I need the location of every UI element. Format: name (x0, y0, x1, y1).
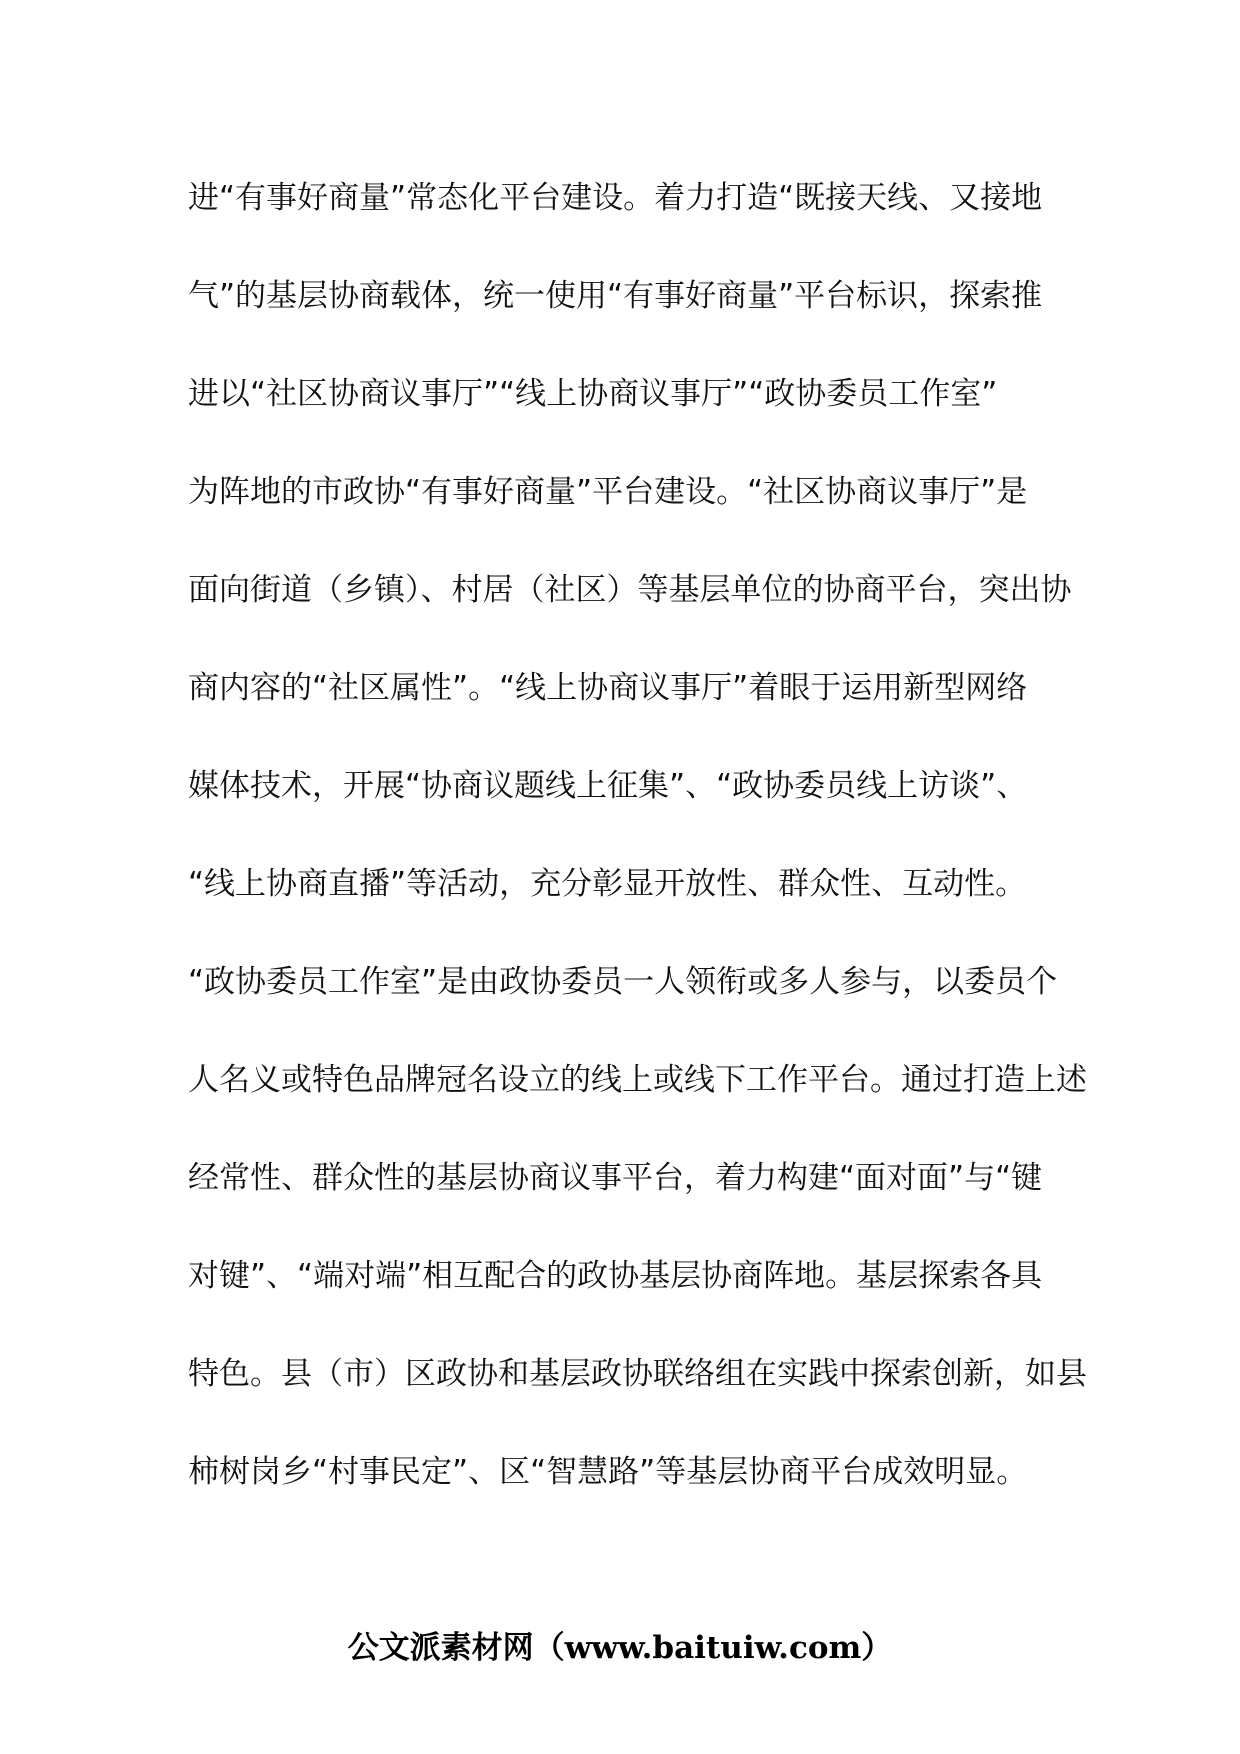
text-line: 为阵地的市政协“有事好商量”平台建设。“社区协商议事厅”是 (188, 474, 1028, 510)
text-line: 特色。县（市）区政协和基层政协联络组在实践中探索创新，如县 (188, 1356, 1087, 1392)
text-line: 人名义或特色品牌冠名设立的线上或线下工作平台。通过打造上述 (188, 1062, 1087, 1098)
body-paragraph (188, 168, 1087, 1540)
text-line: 气”的基层协商载体，统一使用“有事好商量”平台标识，探索推 (188, 278, 1043, 314)
text-line: “政协委员工作室”是由政协委员一人领衔或多人参与，以委员个 (188, 964, 1058, 1000)
text-line: 进以“社区协商议事厅”“线上协商议事厅”“政协委员工作室” (188, 376, 998, 412)
text-line: 面向街道（乡镇）、村居（社区）等基层单位的协商平台，突出协 (188, 572, 1072, 608)
text-line: 商内容的“社区属性”。“线上协商议事厅”着眼于运用新型网络 (188, 670, 1028, 706)
text-line: 柿树岗乡“村事民定”、区“智慧路”等基层协商平台成效明显。 (188, 1454, 1028, 1490)
text-line: 进“有事好商量”常态化平台建设。着力打造“既接天线、又接地 (188, 180, 1043, 216)
text-line: 经常性、群众性的基层协商议事平台，着力构建“面对面”与“键 (188, 1160, 1043, 1196)
text-line: “线上协商直播”等活动，充分彰显开放性、群众性、互动性。 (188, 866, 1027, 902)
footer-watermark-text: 公文派素材网（www.baituiw.com） (347, 1630, 893, 1666)
text-line: 媒体技术，开展“协商议题线上征集”、“政协委员线上访谈”、 (188, 768, 1028, 804)
text-line: 对键”、“端对端”相互配合的政协基层协商阵地。基层探索各具 (188, 1258, 1043, 1294)
